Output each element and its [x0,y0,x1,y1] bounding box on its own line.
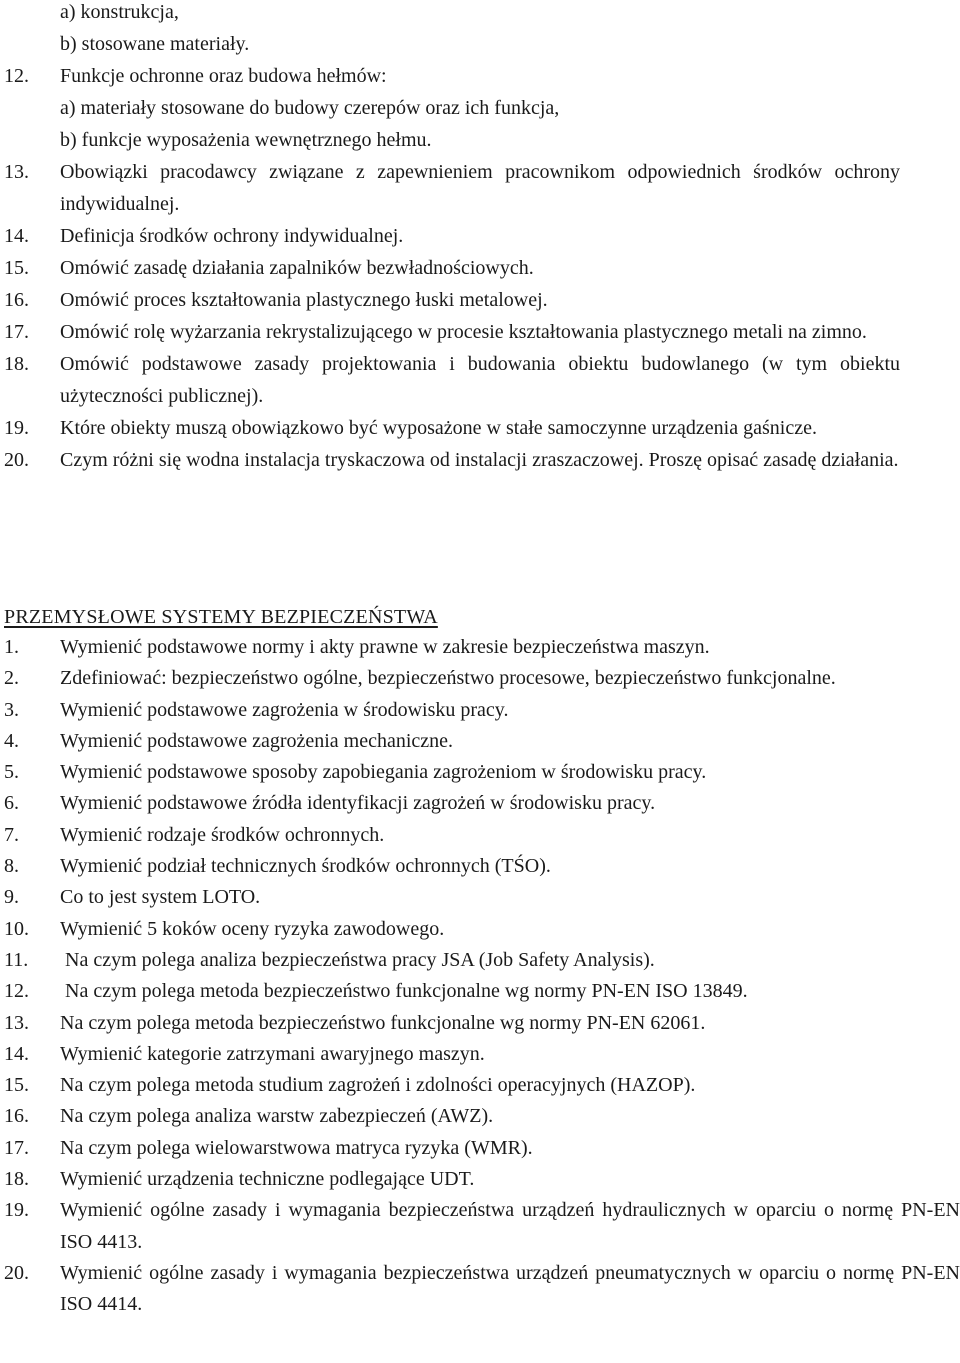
item-text: Wymienić ogólne zasady i wymagania bezpieczeństwa urządzeń pneumatycznych w oparciu o normę PN-EN ISO 4414. [60,1261,960,1316]
list-item [0,412,960,444]
item-number: 19. [4,417,29,439]
item-text: Na czym polega metoda bezpieczeństwo funkcjonalne wg normy PN-EN ISO 13849. [65,980,748,1003]
item-text: Na czym polega analiza warstw zabezpieczeń (AWZ). [60,1105,494,1128]
list-item [0,1101,960,1132]
list-item [0,348,960,412]
section-heading: PRZEMYSŁOWE SYSTEMY BEZPIECZEŃSTWA [4,606,438,628]
item-number: 12. [4,65,29,87]
item-text: Wymienić podstawowe zagrożenia mechaniczne. [60,729,454,752]
item-text: Definicja środków ochrony indywidualnej. [60,225,404,247]
item-number: 6. [4,792,19,815]
item-number: 13. [4,1011,29,1034]
item-text: Omówić podstawowe zasady projektowania i budowania obiektu budowlanego (w tym obiektu użyteczności publicznej). [60,353,900,407]
item-number: 11. [4,948,29,971]
list-item [0,976,960,1007]
item-number: 12. [4,980,29,1003]
item-text: Wymienić podział technicznych środków ochronnych (TŚO). [60,855,551,878]
list-item [0,1258,960,1321]
list-item [0,757,960,788]
item-text: Czym różni się wodna instalacja tryskaczowa od instalacji zraszaczowej. Proszę opisać zasadę działania. [60,449,899,471]
item-number: 19. [4,1199,29,1222]
sub-item: b) funkcje wyposażenia wewnętrznego hełmu. [60,129,432,151]
item-text: Na czym polega metoda bezpieczeństwo funkcjonalne wg normy PN-EN 62061. [60,1011,706,1034]
item-text: Zdefiniować: bezpieczeństwo ogólne, bezpieczeństwo procesowe, bezpieczeństwo funkcjonalne. [60,667,836,690]
item-number: 20. [4,1261,29,1284]
list-item [0,60,960,92]
item-number: 2. [4,667,19,690]
item-number: 13. [4,161,29,183]
item-number: 4. [4,729,19,752]
item-text: Funkcje ochronne oraz budowa hełmów: [60,65,387,87]
list-item [0,252,960,284]
sub-item-construction: a) konstrukcja, [60,1,179,23]
list-item [0,156,960,220]
list-item [0,220,960,252]
item-number: 14. [4,225,29,247]
item-text: Wymienić podstawowe normy i akty prawne w zakresie bezpieczeństwa maszyn. [60,636,710,658]
item-number: 18. [4,1168,29,1191]
item-number: 1. [4,636,19,658]
item-text: Wymienić urządzenia techniczne podlegające UDT. [60,1168,475,1191]
item-number: 20. [4,449,29,471]
list-item [0,1039,960,1070]
item-text: Na czym polega metoda studium zagrożeń i zdolności operacyjnych (HAZOP). [60,1074,696,1097]
item-text: Wymienić kategorie zatrzymani awaryjnego maszyn. [60,1042,485,1065]
list-item [0,788,960,819]
item-text: Na czym polega wielowarstwowa matryca ryzyka (WMR). [60,1136,533,1159]
list-item [0,820,960,851]
list-item [0,914,960,945]
item-text: Wymienić rodzaje środków ochronnych. [60,823,385,846]
item-number: 8. [4,855,19,878]
list-item [0,882,960,913]
question-list-continued [0,0,960,476]
list-item [0,316,960,348]
list-item [0,1164,960,1195]
list-item [0,284,960,316]
item-number: 15. [4,257,29,279]
item-text: Co to jest system LOTO. [60,886,261,909]
list-item [0,632,960,663]
item-text: Wymienić podstawowe źródła identyfikacji zagrożeń w środowisku pracy. [60,792,656,815]
item-text: Wymienić podstawowe sposoby zapobiegania zagrożeniom w środowisku pracy. [60,761,707,784]
list-item [0,1008,960,1039]
item-number: 14. [4,1042,29,1065]
list-item [0,444,960,476]
item-text: Na czym polega analiza bezpieczeństwa pracy JSA (Job Safety Analysis). [65,948,655,971]
item-text: Omówić zasadę działania zapalników bezwładnościowych. [60,257,534,279]
list-item [0,1195,960,1258]
sub-item-materials: b) stosowane materiały. [60,33,250,55]
list-item [0,945,960,976]
list-item [0,663,960,694]
list-item [0,1133,960,1164]
item-number: 18. [4,353,29,375]
item-number: 15. [4,1074,29,1097]
item-number: 17. [4,321,29,343]
list-item [0,695,960,726]
list-item [0,1070,960,1101]
item-text: Wymienić ogólne zasady i wymagania bezpieczeństwa urządzeń hydraulicznych w oparciu o normę PN-EN ISO 4413. [60,1199,960,1253]
item-text: Obowiązki pracodawcy związane z zapewnieniem pracownikom odpowiednich środków ochrony indywidualnej. [60,161,900,215]
question-list-industrial-safety [0,632,960,1321]
sub-item: a) materiały stosowane do budowy czerepów oraz ich funkcja, [60,97,560,119]
list-item [0,851,960,882]
item-number: 16. [4,289,29,311]
item-number: 17. [4,1136,29,1159]
item-number: 9. [4,886,19,909]
item-text: Wymienić 5 koków oceny ryzyka zawodowego. [60,917,445,940]
item-text: Omówić proces kształtowania plastycznego łuski metalowej. [60,289,548,311]
item-text: Wymienić podstawowe zagrożenia w środowisku pracy. [60,698,509,721]
item-number: 10. [4,917,29,940]
item-number: 3. [4,698,19,721]
item-text: Które obiekty muszą obowiązkowo być wyposażone w stałe samoczynne urządzenia gaśnicze. [60,417,817,439]
item-text: Omówić rolę wyżarzania rekrystalizującego w procesie kształtowania plastycznego metali na zimno. [60,321,867,343]
item-number: 7. [4,823,19,846]
item-number: 5. [4,761,19,784]
list-item [0,726,960,757]
item-number: 16. [4,1105,29,1128]
